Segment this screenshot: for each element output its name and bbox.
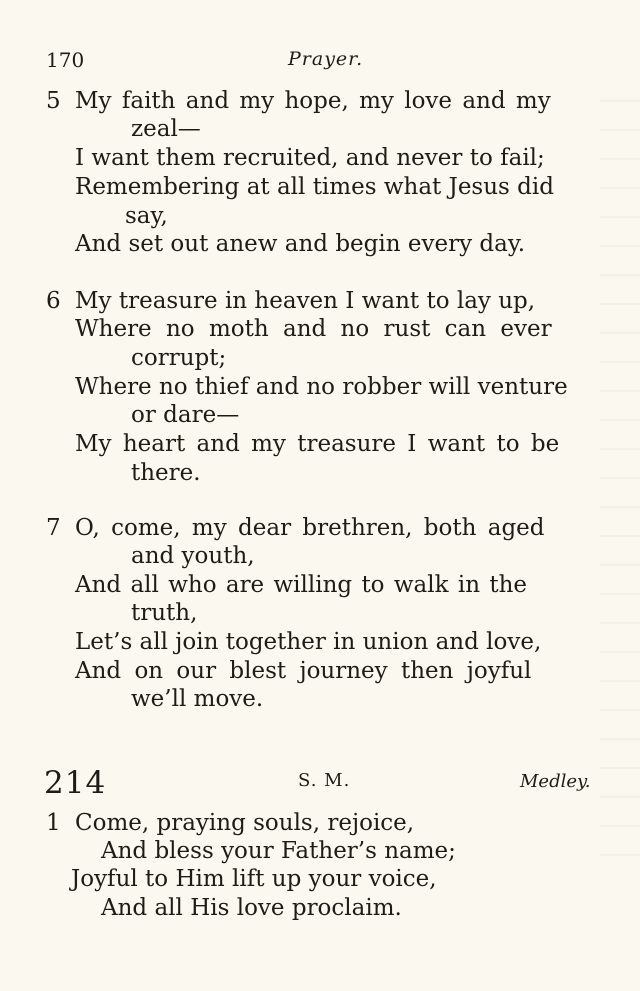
verse-line: zeal—	[131, 116, 201, 142]
verse-number: 1	[46, 810, 61, 836]
bleed-through-shadow	[600, 100, 640, 860]
verse-line: And all His love proclaim.	[101, 895, 402, 921]
verse-line: or dare—	[131, 402, 240, 428]
verse-line: corrupt;	[131, 345, 227, 371]
verse-line: And all who are willing to walk in the	[75, 572, 527, 598]
verse-line: Where no moth and no rust can ever	[75, 316, 552, 342]
verse-line: there.	[131, 460, 201, 486]
verse-line: and youth,	[131, 543, 255, 569]
verse-line: Where no thief and no robber will venture	[75, 374, 568, 400]
hymn-number: 214	[44, 765, 107, 801]
page-number: 170	[46, 48, 85, 72]
running-title: Prayer.	[288, 48, 364, 70]
hymn-tune-name: Medley.	[520, 771, 591, 792]
verse-line: My heart and my treasure I want to be	[75, 431, 560, 457]
verse-line: we’ll move.	[131, 686, 264, 712]
verse-number: 5	[46, 88, 61, 114]
verse-line: O, come, my dear brethren, both aged	[75, 515, 545, 541]
verse-line: say,	[125, 203, 168, 229]
verse-line: Remembering at all times what Jesus did	[75, 174, 554, 200]
verse-line: And set out anew and begin every day.	[75, 231, 526, 257]
verse-line: I want them recruited, and never to fail;	[75, 145, 545, 171]
verse-line: truth,	[131, 600, 198, 626]
hymn-meter: S. M.	[298, 770, 351, 791]
verse-line: My treasure in heaven I want to lay up,	[75, 288, 536, 314]
verse-line: Let’s all join together in union and love,	[75, 629, 542, 655]
verse-line: My faith and my hope, my love and my	[75, 88, 551, 114]
verse-line: And on our blest journey then joyful	[75, 658, 532, 684]
verse-line: And bless your Father’s name;	[101, 838, 456, 864]
verse-number: 7	[46, 515, 61, 541]
verse-line: Joyful to Him lift up your voice,	[71, 866, 437, 892]
verse-number: 6	[46, 288, 61, 314]
verse-line: Come, praying souls, rejoice,	[75, 810, 415, 836]
